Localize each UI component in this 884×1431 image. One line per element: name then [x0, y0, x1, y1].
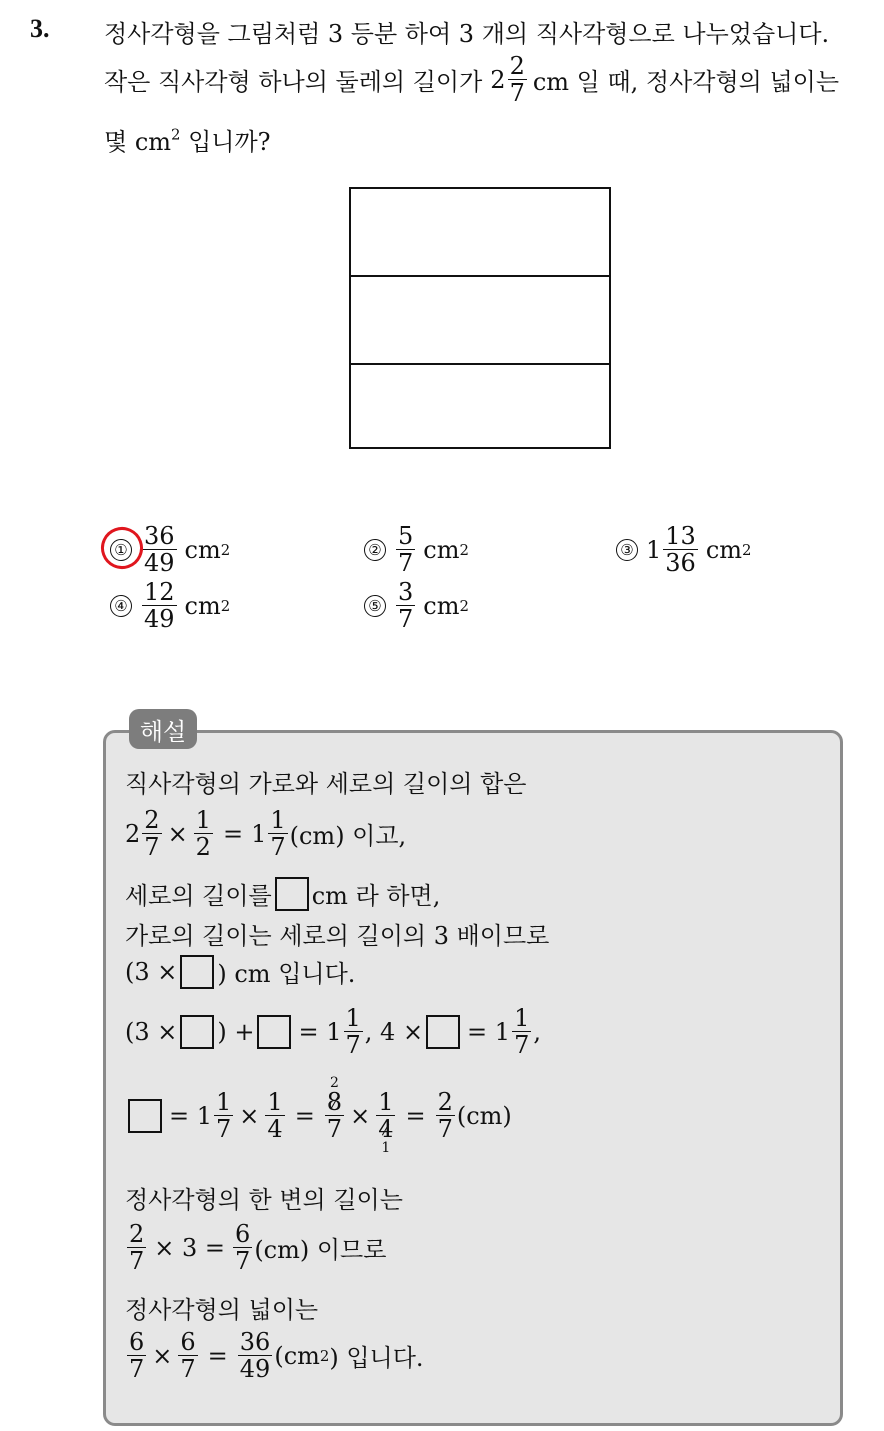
numerator: 6 [129, 1328, 145, 1356]
blank-box [257, 1015, 291, 1049]
numerator: 36 [144, 522, 175, 550]
fraction [127, 1222, 146, 1273]
numerator: 6 [235, 1220, 251, 1248]
question-number: 3. [30, 14, 50, 43]
operator: × [152, 1341, 173, 1370]
fraction [268, 808, 287, 859]
blank-box [275, 877, 309, 911]
blank-box [180, 955, 214, 989]
numerator: 12 [144, 578, 175, 606]
operator: = [207, 1341, 228, 1370]
option-marker: ④ [110, 595, 132, 617]
solution-line-8 [125, 1180, 403, 1215]
operator: × [167, 819, 188, 848]
operator: × 3 = [154, 1233, 226, 1262]
numerator: 1 [267, 1088, 283, 1116]
numerator: 1 [345, 1004, 361, 1032]
denominator: 7 [270, 833, 286, 861]
solution-line-5 [125, 954, 355, 989]
operator: × [350, 1101, 371, 1130]
square-figure [349, 187, 611, 449]
fraction [233, 1222, 252, 1273]
solution-text: ) cm 입니다. [217, 960, 356, 988]
blank-box [180, 1015, 214, 1049]
unit: cm [184, 535, 221, 564]
question-text: 입니까? [188, 128, 271, 156]
solution-text: 정사각형의 한 변의 길이는 [125, 1186, 403, 1214]
question-text: 몇 cm [104, 128, 172, 156]
solution-text: (3 × [125, 957, 178, 986]
solution-text: (cm) [456, 1101, 512, 1130]
superscript: 2 [459, 540, 469, 559]
unit: (cm [274, 1341, 320, 1370]
reduced-value: 1 [381, 1140, 391, 1156]
superscript: 2 [459, 596, 469, 615]
denominator: 7 [180, 1355, 196, 1383]
question-line-3 [104, 122, 271, 157]
superscript: 2 [220, 540, 231, 559]
numerator: 3 [398, 578, 414, 606]
fraction [142, 580, 177, 631]
numerator: 1 [378, 1088, 394, 1116]
solution-text: = 1 [169, 1101, 213, 1130]
superscript: 2 [742, 540, 752, 559]
solution-text: 정사각형의 넓이는 [125, 1296, 319, 1324]
solution-tag: 해설 [129, 709, 197, 749]
denominator: 7 [398, 605, 414, 633]
option-3[interactable] [616, 524, 752, 575]
fraction [142, 808, 161, 859]
solution-text: = 1 [298, 1017, 342, 1046]
fraction [663, 524, 698, 575]
option-marker: ② [364, 539, 386, 561]
denominator: 7 [216, 1115, 232, 1143]
denominator: 49 [144, 605, 175, 633]
numerator: 5 [398, 522, 414, 550]
superscript: 2 [220, 596, 231, 615]
denominator: 7 [398, 549, 414, 577]
denominator: 4 [267, 1115, 283, 1143]
fraction [344, 1006, 363, 1057]
option-marker: ⑤ [364, 595, 386, 617]
solution-text: cm 라 하면, [311, 882, 441, 910]
fraction [508, 54, 527, 105]
numerator: 36 [239, 1328, 271, 1356]
solution-line-10 [125, 1290, 318, 1325]
fraction [214, 1090, 233, 1141]
fraction [512, 1006, 531, 1057]
denominator: 7 [144, 833, 160, 861]
superscript: 2 [171, 125, 181, 144]
denominator: 36 [665, 549, 696, 577]
numerator: 2 [509, 52, 525, 80]
denominator: 4 [378, 1115, 394, 1143]
solution-text: = 1 [467, 1017, 511, 1046]
solution-text: ) + [217, 1017, 255, 1046]
numerator: 1 [514, 1004, 530, 1032]
numerator: 2 [437, 1088, 453, 1116]
option-2[interactable] [364, 524, 469, 575]
solution-text: (3 × [125, 1017, 178, 1046]
superscript: 2 [319, 1346, 330, 1365]
option-4[interactable] [110, 580, 230, 631]
question-line-1: 정사각형을 그림처럼 3 등분 하여 3 개의 직사각형으로 나누었습니다. [104, 20, 830, 48]
fraction [194, 808, 213, 859]
denominator: 7 [326, 1115, 343, 1143]
solution-line-2 [125, 808, 406, 859]
reduced-value: 2 [329, 1075, 339, 1091]
fraction [396, 524, 415, 575]
solution-line-3 [125, 876, 440, 911]
unit: cm [423, 535, 460, 564]
question-text: cm 일 때, 정사각형의 넓이는 [532, 68, 840, 96]
denominator: 7 [129, 1247, 145, 1275]
option-marker: ① [110, 539, 132, 561]
solution-line-1 [125, 764, 526, 799]
solution-text: 가로의 길이는 세로의 길이의 3 배이므로 [125, 922, 550, 950]
operator: = [405, 1101, 426, 1130]
solution-line-4 [125, 916, 549, 951]
operator: = [222, 819, 244, 848]
fraction [376, 1090, 395, 1141]
numerator: 13 [665, 522, 696, 550]
fraction [127, 1330, 146, 1381]
numerator: 1 [270, 806, 286, 834]
option-marker: ③ [616, 539, 638, 561]
solution-text: , [533, 1017, 541, 1046]
solution-text: ) 입니다. [329, 1344, 424, 1372]
fraction [238, 1330, 273, 1381]
blank-box [128, 1099, 162, 1133]
mixed-whole: 2 [125, 819, 141, 848]
solution-line-7 [125, 1076, 512, 1155]
solution-text: 세로의 길이를 [125, 882, 272, 910]
solution-text: , 4 × [364, 1017, 424, 1046]
numerator: 2 [144, 806, 160, 834]
denominator: 7 [129, 1355, 145, 1383]
divider-line [351, 275, 609, 277]
divider-line [351, 363, 609, 365]
mixed-whole: 1 [646, 535, 662, 564]
numerator: 1 [216, 1088, 232, 1116]
denominator: 49 [239, 1355, 271, 1383]
numerator: 8 [326, 1088, 343, 1116]
fraction [142, 524, 177, 575]
question-line-2 [104, 54, 839, 105]
numerator: 2 [129, 1220, 145, 1248]
option-5[interactable] [364, 580, 469, 631]
blank-box [426, 1015, 460, 1049]
fraction [265, 1090, 284, 1141]
cancelled-fraction [323, 1076, 346, 1155]
mixed-whole: 2 [490, 65, 506, 94]
denominator: 2 [195, 833, 211, 861]
unit: cm [705, 535, 743, 564]
solution-line-9 [125, 1222, 386, 1273]
operator: × [239, 1101, 260, 1130]
solution-text: (cm) 이고, [289, 822, 407, 850]
denominator: 7 [437, 1115, 453, 1143]
fraction [396, 580, 415, 631]
numerator: 6 [180, 1328, 196, 1356]
cancelled-fraction [374, 1076, 397, 1155]
fraction [325, 1090, 344, 1141]
solution-text: (cm) 이므로 [254, 1236, 387, 1264]
unit: cm [184, 591, 221, 620]
numerator: 1 [195, 806, 211, 834]
unit: cm [423, 591, 460, 620]
solution-line-11 [125, 1330, 424, 1381]
denominator: 7 [345, 1031, 361, 1059]
solution-line-6 [125, 1006, 541, 1057]
denominator: 49 [144, 549, 175, 577]
solution-text: 직사각형의 가로와 세로의 길이의 합은 [125, 770, 527, 798]
denominator: 7 [235, 1247, 251, 1275]
denominator: 7 [509, 79, 525, 107]
fraction [436, 1090, 455, 1141]
fraction [178, 1330, 197, 1381]
denominator: 7 [514, 1031, 530, 1059]
question-text: 작은 직사각형 하나의 둘레의 길이가 [104, 68, 483, 96]
mixed-whole: 1 [251, 819, 267, 848]
operator: = [294, 1101, 315, 1130]
